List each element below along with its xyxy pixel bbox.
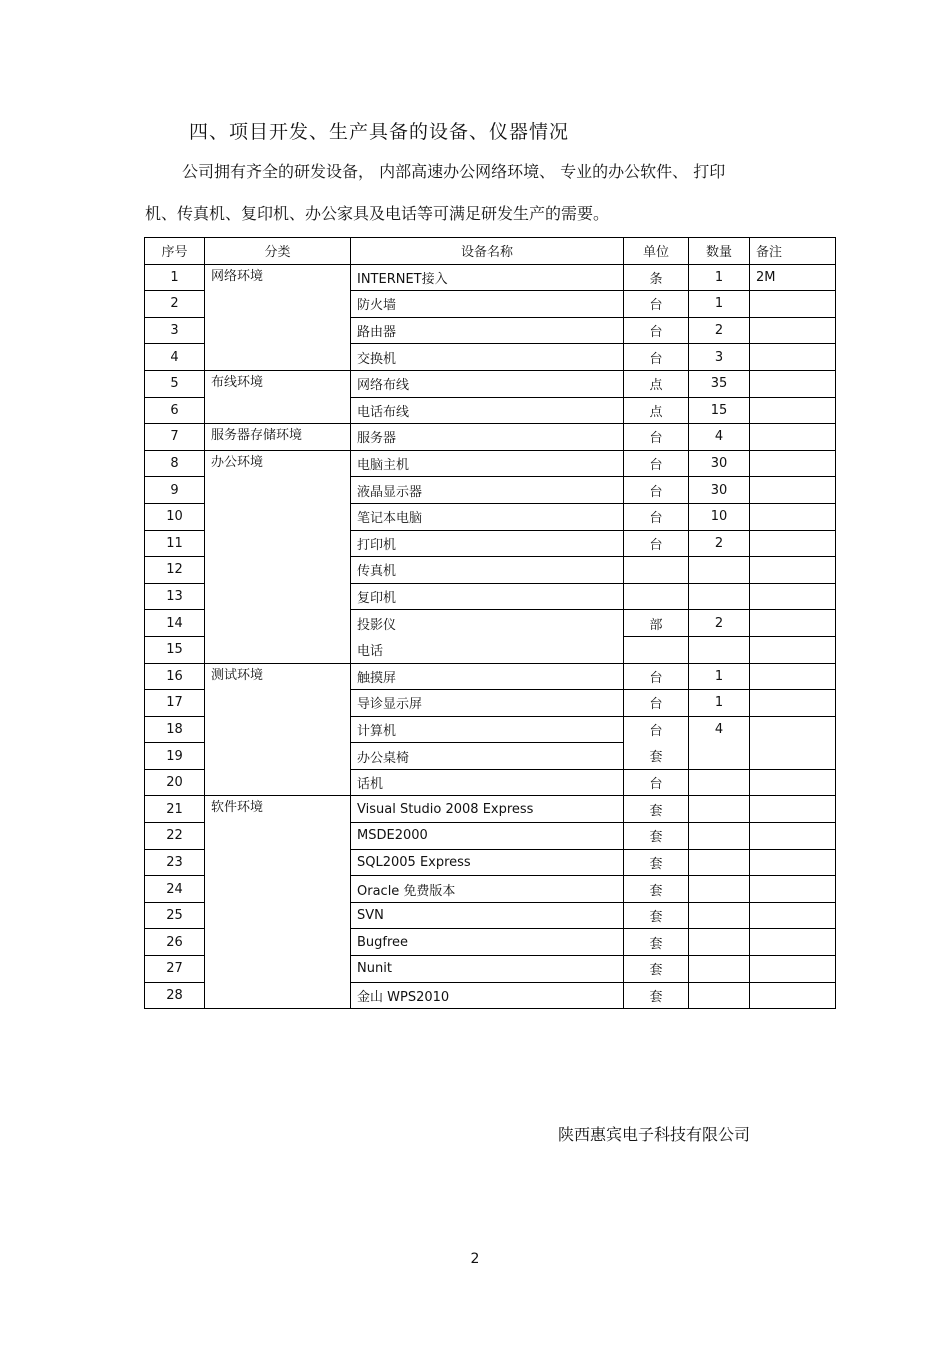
- cell-unit: 套: [624, 929, 689, 956]
- cell-note: [750, 370, 836, 397]
- cell-name: 投影仪: [351, 610, 624, 637]
- cell-no: 9: [145, 477, 205, 504]
- cell-no: 15: [145, 636, 205, 663]
- cell-unit: 台: [624, 424, 689, 451]
- header-note: 备注: [750, 238, 836, 265]
- cell-no: 17: [145, 690, 205, 717]
- cell-note: [750, 690, 836, 717]
- cell-name: 导诊显示屏: [351, 690, 624, 717]
- cell-unit: 台: [624, 663, 689, 690]
- cell-note: [750, 557, 836, 584]
- cell-note: [750, 424, 836, 451]
- cell-no: 20: [145, 769, 205, 796]
- cell-no: 19: [145, 743, 205, 770]
- cell-name: 电脑主机: [351, 450, 624, 477]
- table-row: [145, 450, 836, 477]
- cell-qty: [689, 636, 750, 663]
- cell-qty: 35: [689, 370, 750, 397]
- cell-note: 2M: [750, 264, 836, 291]
- cell-qty: 4: [689, 424, 750, 451]
- cell-note: [750, 477, 836, 504]
- cell-qty: 2: [689, 610, 750, 637]
- cell-unit: 台: [624, 344, 689, 371]
- cell-unit: 台: [624, 291, 689, 318]
- cell-qty: 1: [689, 690, 750, 717]
- intro-line-1: 公司拥有齐全的研发设备， 内部高速办公网络环境、 专业的办公软件、 打印: [182, 162, 726, 181]
- cell-unit: 台: [624, 450, 689, 477]
- cell-qty: [689, 929, 750, 956]
- cell-name: 办公桌椅: [351, 743, 624, 770]
- cell-note: [750, 317, 836, 344]
- cell-qty: 4: [689, 716, 750, 743]
- cell-name: 话机: [351, 769, 624, 796]
- cell-no: 16: [145, 663, 205, 690]
- cell-qty: [689, 769, 750, 796]
- cell-unit: 台: [624, 690, 689, 717]
- cell-no: 1: [145, 264, 205, 291]
- cell-note: [750, 716, 836, 743]
- cell-name: Visual Studio 2008 Express: [351, 796, 624, 823]
- cell-name: 防火墙: [351, 291, 624, 318]
- cell-note: [750, 982, 836, 1009]
- category-server: 服务器存储环境: [205, 424, 351, 451]
- cell-qty: 3: [689, 344, 750, 371]
- cell-no: 7: [145, 424, 205, 451]
- cell-qty: 1: [689, 291, 750, 318]
- cell-qty: [689, 823, 750, 850]
- header-quantity: 数量: [689, 238, 750, 265]
- table-row: [145, 424, 836, 451]
- cell-unit: [624, 557, 689, 584]
- equipment-table: [144, 237, 836, 1009]
- cell-qty: [689, 902, 750, 929]
- cell-no: 13: [145, 583, 205, 610]
- category-software: 软件环境: [205, 796, 351, 1009]
- cell-no: 24: [145, 876, 205, 903]
- cell-qty: [689, 876, 750, 903]
- cell-name: Bugfree: [351, 929, 624, 956]
- header-no: 序号: [145, 238, 205, 265]
- cell-qty: [689, 956, 750, 983]
- cell-note: [750, 956, 836, 983]
- cell-note: [750, 769, 836, 796]
- cell-unit: [624, 636, 689, 663]
- table-header-row: [145, 238, 836, 265]
- cell-no: 18: [145, 716, 205, 743]
- cell-unit: 台: [624, 769, 689, 796]
- cell-qty: 30: [689, 450, 750, 477]
- cell-no: 8: [145, 450, 205, 477]
- cell-unit: 台: [624, 477, 689, 504]
- cell-note: [750, 291, 836, 318]
- cell-name: 计算机: [351, 716, 624, 743]
- category-wiring: 布线环境: [205, 370, 351, 423]
- cell-no: 23: [145, 849, 205, 876]
- cell-name: 金山 WPS2010: [351, 982, 624, 1009]
- table-row: [145, 264, 836, 291]
- section-heading: 四、项目开发、生产具备的设备、仪器情况: [189, 121, 570, 143]
- cell-unit: 条: [624, 264, 689, 291]
- cell-unit: 台: [624, 503, 689, 530]
- cell-qty: 15: [689, 397, 750, 424]
- cell-name: 路由器: [351, 317, 624, 344]
- cell-no: 6: [145, 397, 205, 424]
- cell-name: SQL2005 Express: [351, 849, 624, 876]
- cell-name: Nunit: [351, 956, 624, 983]
- cell-qty: 10: [689, 503, 750, 530]
- cell-unit: 台: [624, 317, 689, 344]
- intro-line-2: 机、传真机、复印机、办公家具及电话等可满足研发生产的需要。: [145, 204, 610, 223]
- cell-name: 触摸屏: [351, 663, 624, 690]
- cell-name: 服务器: [351, 424, 624, 451]
- cell-note: [750, 503, 836, 530]
- cell-unit: 套: [624, 796, 689, 823]
- cell-no: 26: [145, 929, 205, 956]
- cell-no: 2: [145, 291, 205, 318]
- cell-unit: 套: [624, 823, 689, 850]
- cell-name: 液晶显示器: [351, 477, 624, 504]
- cell-unit: 部: [624, 610, 689, 637]
- cell-unit: 点: [624, 397, 689, 424]
- cell-note: [750, 876, 836, 903]
- cell-no: 10: [145, 503, 205, 530]
- category-network: 网络环境: [205, 264, 351, 370]
- cell-name: 电话布线: [351, 397, 624, 424]
- cell-qty: [689, 982, 750, 1009]
- page-number: 2: [470, 1251, 480, 1267]
- cell-note: [750, 583, 836, 610]
- cell-qty: 30: [689, 477, 750, 504]
- cell-note: [750, 397, 836, 424]
- cell-qty: [689, 849, 750, 876]
- cell-qty: [689, 583, 750, 610]
- cell-no: 12: [145, 557, 205, 584]
- category-test: 测试环境: [205, 663, 351, 796]
- cell-unit: 点: [624, 370, 689, 397]
- cell-qty: [689, 796, 750, 823]
- table-row: [145, 663, 836, 690]
- cell-note: [750, 344, 836, 371]
- company-name: 陕西惠宾电子科技有限公司: [558, 1125, 751, 1144]
- cell-no: 27: [145, 956, 205, 983]
- cell-no: 4: [145, 344, 205, 371]
- cell-name: Oracle 免费版本: [351, 876, 624, 903]
- cell-no: 28: [145, 982, 205, 1009]
- cell-name: INTERNET接入: [351, 264, 624, 291]
- category-office: 办公环境: [205, 450, 351, 663]
- cell-note: [750, 902, 836, 929]
- cell-note: [750, 530, 836, 557]
- cell-qty: 1: [689, 663, 750, 690]
- cell-name: 笔记本电脑: [351, 503, 624, 530]
- cell-name: 电话: [351, 636, 624, 663]
- header-device-name: 设备名称: [351, 238, 624, 265]
- cell-no: 22: [145, 823, 205, 850]
- cell-note: [750, 823, 836, 850]
- table-row: [145, 796, 836, 823]
- cell-name: SVN: [351, 902, 624, 929]
- cell-unit: 套: [624, 956, 689, 983]
- cell-name: 打印机: [351, 530, 624, 557]
- header-category: 分类: [205, 238, 351, 265]
- cell-name: 网络布线: [351, 370, 624, 397]
- cell-no: 5: [145, 370, 205, 397]
- cell-note: [750, 796, 836, 823]
- cell-qty: 1: [689, 264, 750, 291]
- cell-name: 交换机: [351, 344, 624, 371]
- cell-qty: [689, 743, 750, 770]
- cell-qty: 2: [689, 530, 750, 557]
- cell-name: MSDE2000: [351, 823, 624, 850]
- cell-unit: 套: [624, 902, 689, 929]
- cell-unit: 套: [624, 743, 689, 770]
- cell-qty: 2: [689, 317, 750, 344]
- cell-note: [750, 450, 836, 477]
- table-row: [145, 370, 836, 397]
- cell-note: [750, 743, 836, 770]
- cell-note: [750, 929, 836, 956]
- cell-no: 3: [145, 317, 205, 344]
- cell-note: [750, 663, 836, 690]
- cell-unit: 台: [624, 530, 689, 557]
- cell-note: [750, 610, 836, 637]
- cell-unit: 套: [624, 982, 689, 1009]
- cell-no: 25: [145, 902, 205, 929]
- header-unit: 单位: [624, 238, 689, 265]
- cell-no: 14: [145, 610, 205, 637]
- cell-name: 传真机: [351, 557, 624, 584]
- cell-no: 21: [145, 796, 205, 823]
- cell-unit: 台: [624, 716, 689, 743]
- cell-note: [750, 636, 836, 663]
- cell-unit: [624, 583, 689, 610]
- cell-no: 11: [145, 530, 205, 557]
- cell-unit: 套: [624, 876, 689, 903]
- cell-name: 复印机: [351, 583, 624, 610]
- cell-note: [750, 849, 836, 876]
- cell-qty: [689, 557, 750, 584]
- cell-unit: 套: [624, 849, 689, 876]
